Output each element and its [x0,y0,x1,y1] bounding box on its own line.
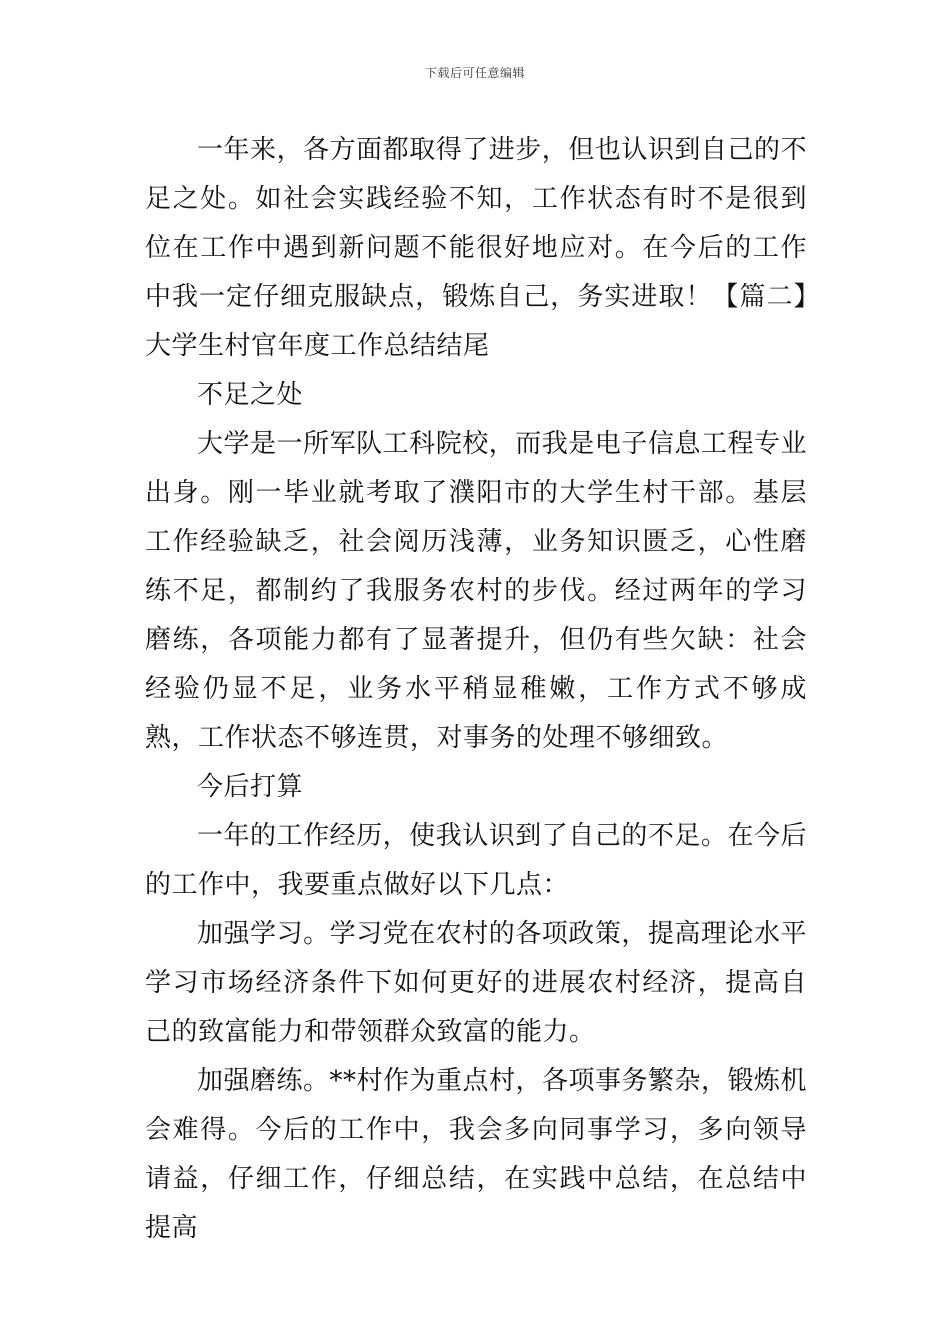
paragraph-intro: 一年来，各方面都取得了进步，但也认识到自己的不足之处。如社会实践经验不知，工作状态有时不是很到位在工作中遇到新问题不能很好地应对。在今后的工作中我一定仔细克服缺点，锻炼自己，务实进取！【篇二】大学生村官年度工作总结结尾 [145,135,807,361]
paragraph-shortcomings: 大学是一所军队工科院校，而我是电子信息工程专业出身。刚一毕业就考取了濮阳市的大学生村干部。基层工作经验缺乏，社会阅历浅薄，业务知识匮乏，心性磨练不足，都制约了我服务农村的步伐。经过两年的学习磨练，各项能力都有了显著提升，但仍有些欠缺：社会经验仍显不足，业务水平稍显稚嫩，工作方式不够成熟，工作状态不够连贯，对事务的处理不够细致。 [145,429,807,753]
heading-shortcomings: 不足之处 [197,380,304,410]
paragraph-plans-intro: 一年的工作经历，使我认识到了自己的不足。在今后的工作中，我要重点做好以下几点： [145,821,807,900]
heading-future-plans: 今后打算 [197,772,304,802]
page-header: 下载后可任意编辑 [424,66,525,80]
paragraph-strengthen-training: 加强磨练。**村作为重点村，各项事务繁杂，锻炼机会难得。今后的工作中，我会多向同事学习，多向领导请益，仔细工作，仔细总结，在实践中总结，在总结中提高 [145,1066,808,1243]
document-body [145,126,807,1253]
paragraph-strengthen-study: 加强学习。学习党在农村的各项政策，提高理论水平学习市场经济条件下如何更好的进展农村经济，提高自己的致富能力和带领群众致富的能力。 [145,919,807,1047]
